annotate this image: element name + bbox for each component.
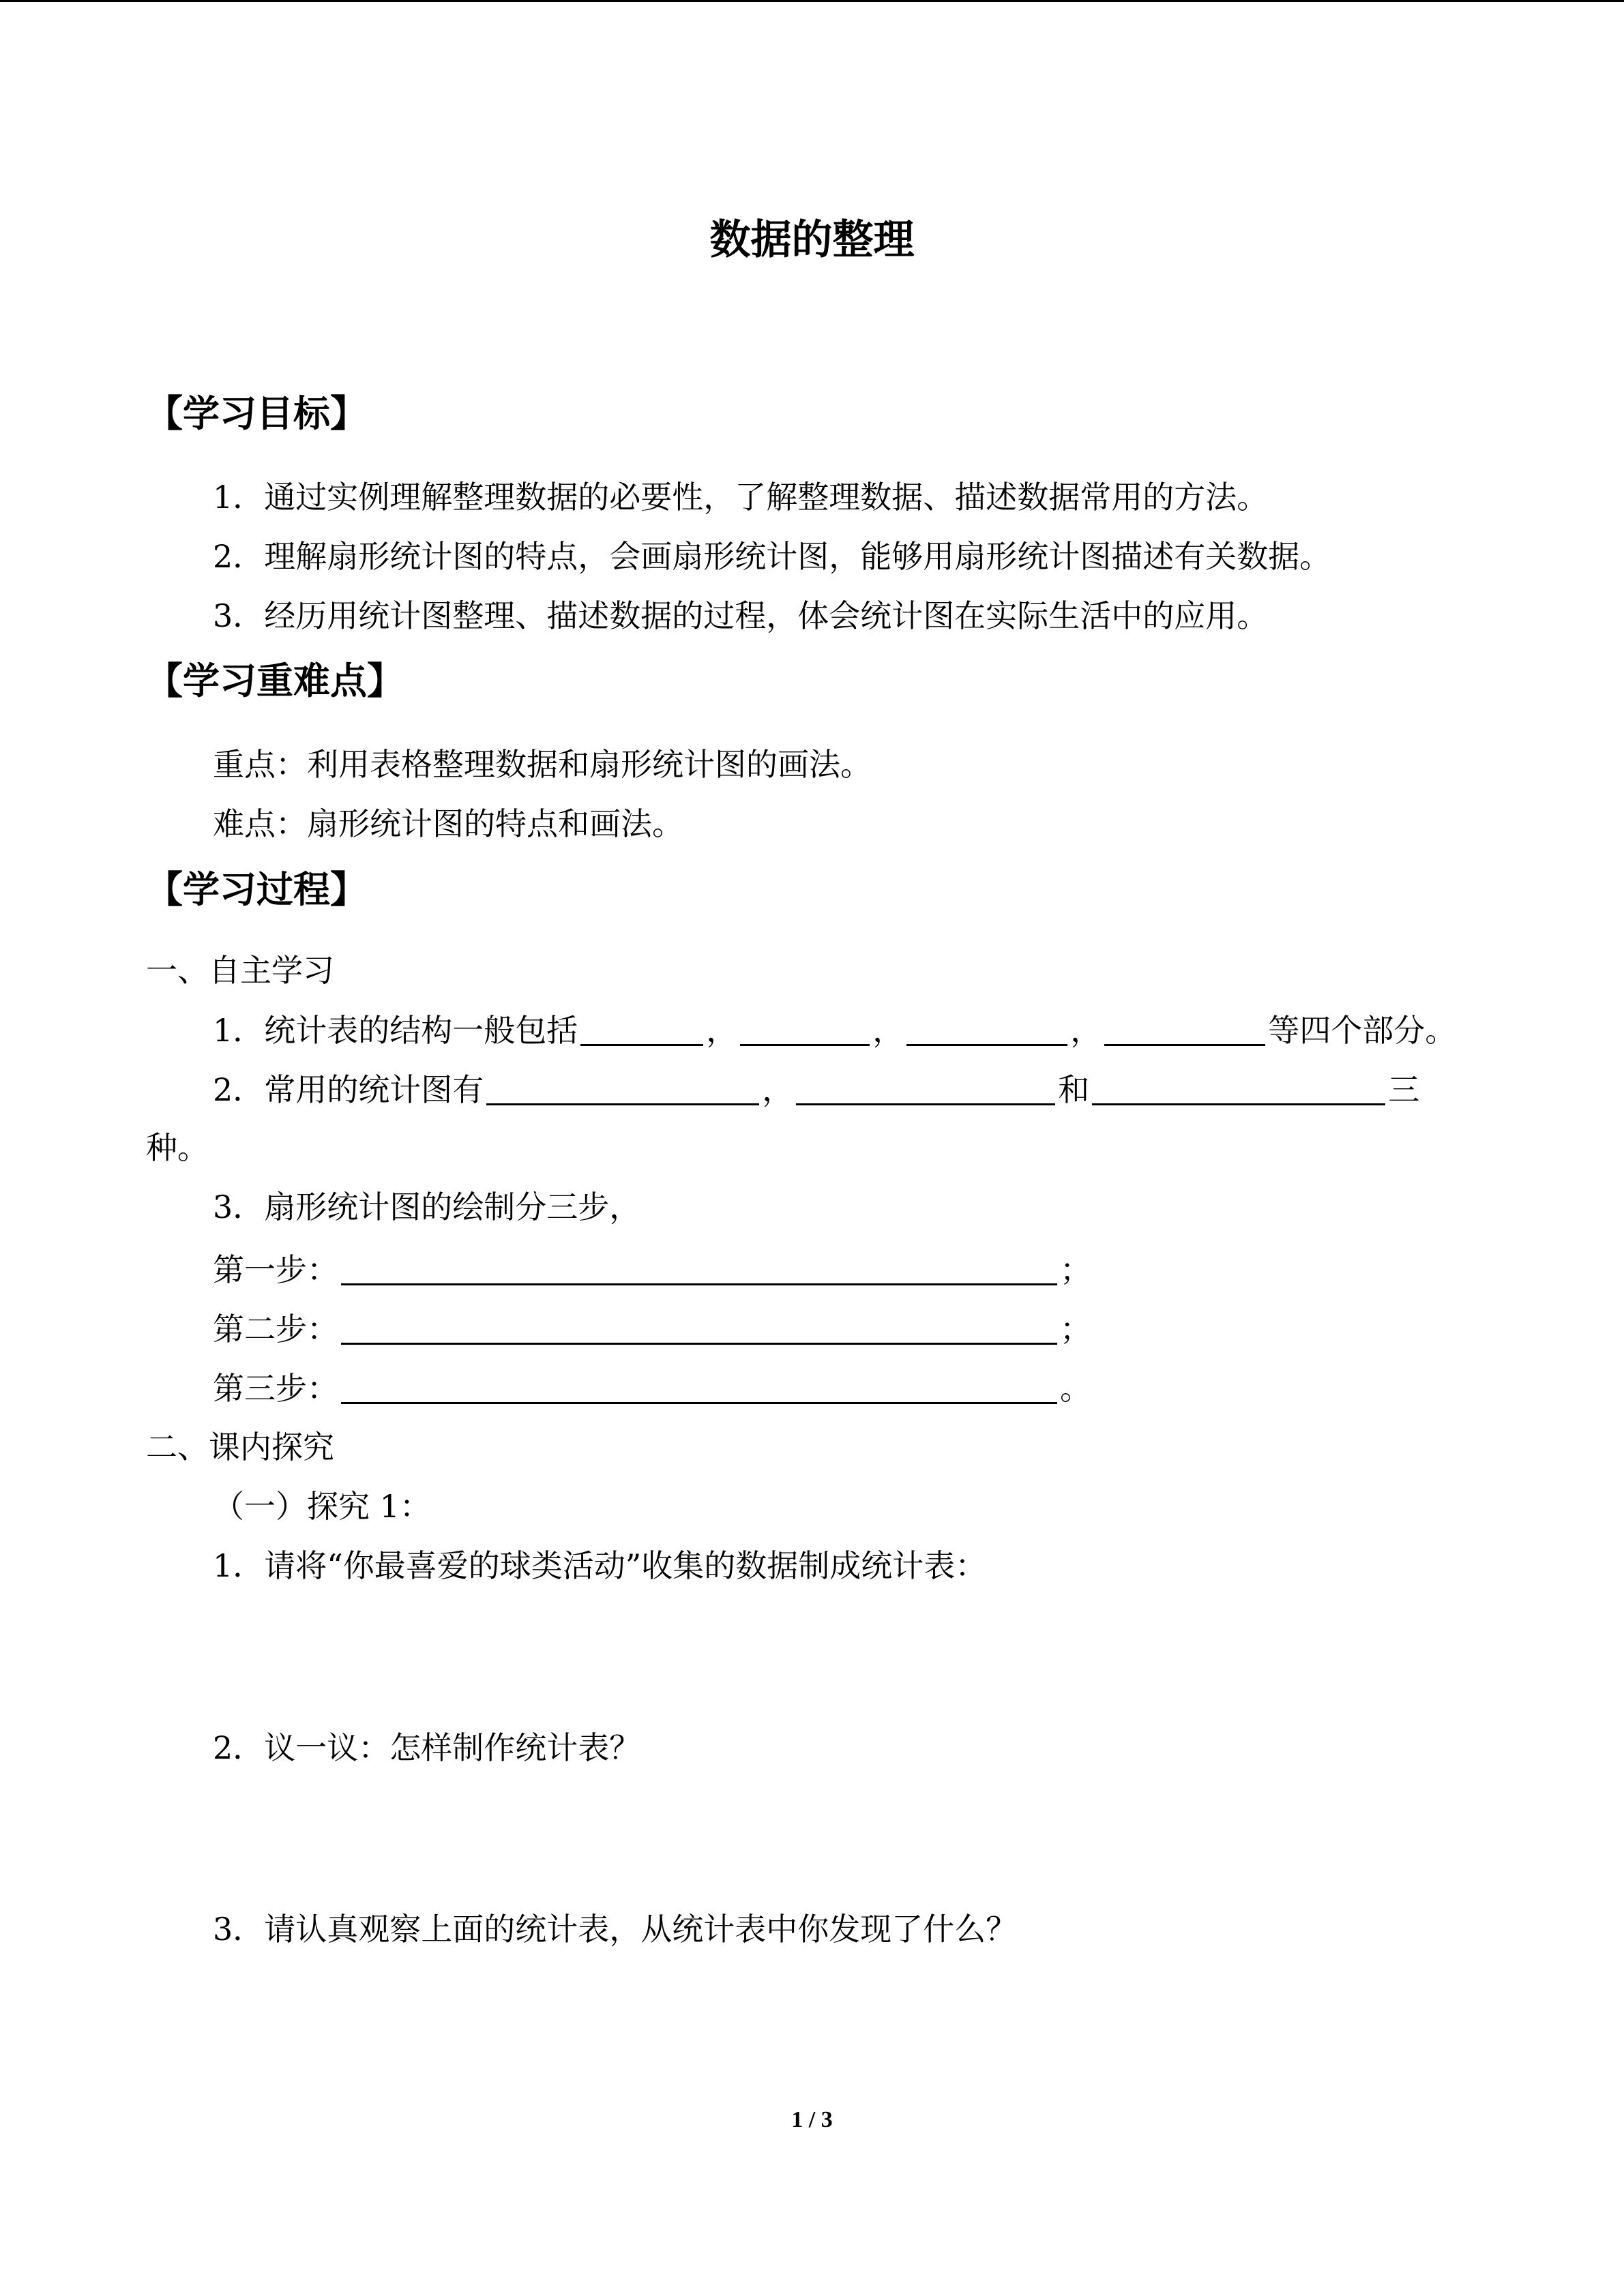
section-heading-process: 【学习过程】: [146, 867, 367, 911]
section-heading-goals: 【学习目标】: [146, 391, 367, 435]
question-2-continuation: 种。: [146, 1129, 209, 1166]
step-label: 第三步：: [213, 1370, 338, 1407]
section-heading-key-points: 【学习重难点】: [146, 659, 404, 702]
explore-item: 2．议一议：怎样制作统计表？: [213, 1729, 641, 1766]
self-study-heading: 一、自主学习: [146, 952, 334, 989]
explore-heading: 二、课内探究: [146, 1429, 334, 1465]
question-1: [213, 1012, 1457, 1049]
step-end: ；: [1060, 1251, 1091, 1288]
question-2-prefix: 2．常用的统计图有: [213, 1071, 484, 1108]
step-end: ；: [1060, 1311, 1091, 1347]
goal-item: 2．理解扇形统计图的特点，会画扇形统计图，能够用扇形统计图描述有关数据。: [213, 538, 1331, 575]
answer-blank[interactable]: [1092, 1072, 1385, 1105]
answer-blank[interactable]: [341, 1311, 1057, 1345]
goal-item: 1．通过实例理解整理数据的必要性，了解整理数据、描述数据常用的方法。: [213, 479, 1269, 516]
explore-subheading: （一）探究 1：: [213, 1488, 431, 1525]
answer-blank[interactable]: [1104, 1013, 1265, 1046]
answer-blank[interactable]: [906, 1013, 1067, 1046]
answer-blank[interactable]: [740, 1013, 870, 1046]
question-2-suffix: 三: [1388, 1071, 1420, 1108]
step-label: 第二步：: [213, 1311, 338, 1347]
question-3: 3．扇形统计图的绘制分三步，: [213, 1189, 641, 1225]
answer-blank[interactable]: [341, 1252, 1057, 1285]
goal-item: 3．经历用统计图整理、描述数据的过程，体会统计图在实际生活中的应用。: [213, 597, 1269, 634]
separator: ，: [762, 1071, 794, 1108]
page-title: 数据的整理: [709, 216, 915, 264]
answer-blank[interactable]: [796, 1072, 1055, 1105]
explore-item: 3．请认真观察上面的统计表，从统计表中你发现了什么？: [213, 1911, 1018, 1948]
answer-blank[interactable]: [486, 1072, 759, 1105]
question-1-suffix: 等四个部分。: [1268, 1012, 1457, 1049]
separator: ，: [1070, 1012, 1102, 1049]
answer-blank[interactable]: [341, 1371, 1057, 1404]
question-1-prefix: 1．统计表的结构一般包括: [213, 1012, 578, 1049]
step-row: [213, 1251, 1091, 1288]
separator: ，: [872, 1012, 904, 1049]
difficult-point: 难点：扇形统计图的特点和画法。: [213, 805, 683, 842]
explore-item: 1．请将“你最喜爱的球类活动”收集的数据制成统计表：: [213, 1547, 987, 1584]
step-end: 。: [1060, 1370, 1091, 1407]
step-row: [213, 1370, 1091, 1407]
step-row: [213, 1311, 1091, 1345]
answer-blank[interactable]: [580, 1013, 703, 1046]
top-border: [0, 0, 1624, 2]
and-text: 和: [1058, 1071, 1090, 1108]
question-2: [213, 1071, 1420, 1108]
step-label: 第一步：: [213, 1251, 338, 1288]
separator: ，: [706, 1012, 738, 1049]
page-number: 1 / 3: [791, 2107, 833, 2132]
key-point: 重点：利用表格整理数据和扇形统计图的画法。: [213, 746, 872, 783]
